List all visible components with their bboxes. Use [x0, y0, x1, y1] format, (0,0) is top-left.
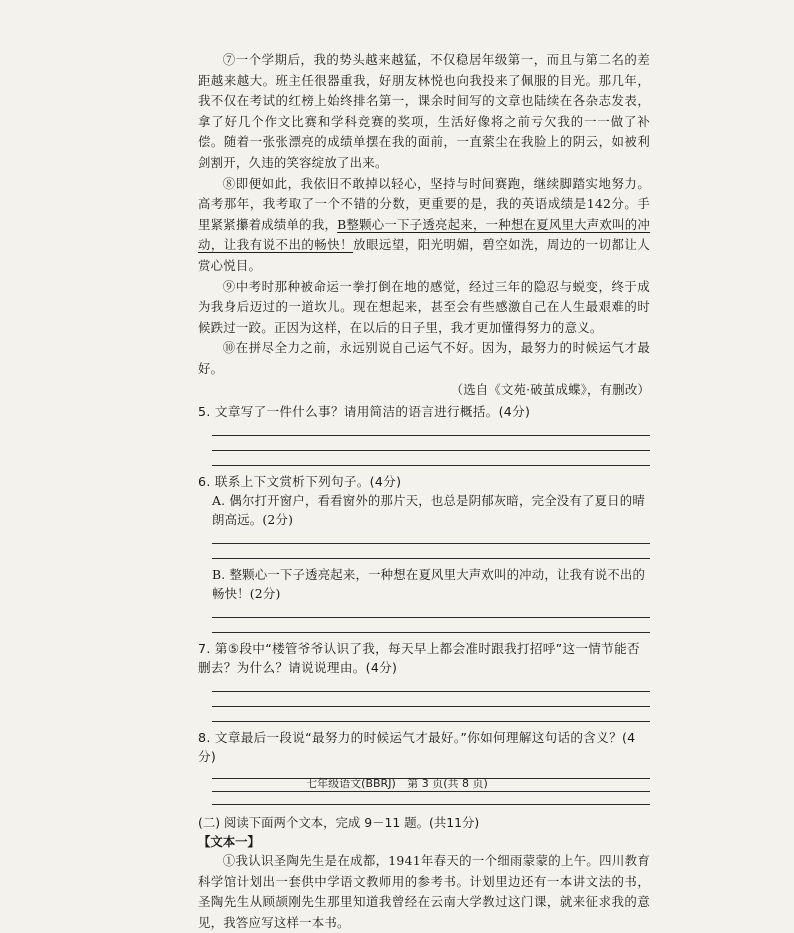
passage-paragraph-9: ⑨中考时那种被命运一拳打倒在地的感觉，经过三年的隐忍与蜕变，终于成为我身后迈过的一道坎儿。现在想起来，甚至会有些感激自己在人生最艰难的时候跌过一跤。正因为这样，在以后的日子里，我才更加懂得努力的意义。 — [198, 278, 650, 335]
passage-paragraph-8 — [198, 174, 650, 277]
answer-line[interactable] — [212, 632, 650, 633]
page-footer — [0, 775, 794, 791]
passage-source: （选自《文苑·破茧成蝶》，有删改） — [450, 381, 650, 397]
answer-line[interactable] — [212, 804, 650, 805]
answer-line[interactable] — [212, 617, 650, 618]
passage-paragraph-10: ⑩在拼尽全力之前，永远别说自己运气不好。因为，最努力的时候运气才最好。 — [198, 340, 650, 376]
answer-line[interactable] — [212, 543, 650, 544]
question-6-b: B. 整颗心一下子透亮起来，一种想在夏风里大声欢叫的冲动，让我有说不出的畅快！(2分) — [212, 567, 646, 602]
answer-lines-q5 — [198, 435, 650, 466]
text-one-label: 【文本一】 — [198, 834, 260, 850]
answer-line[interactable] — [212, 450, 650, 451]
answer-line[interactable] — [212, 435, 650, 436]
section-2-heading: (二) 阅读下面两个文本，完成 9－11 题。(共11分) — [198, 815, 480, 831]
answer-line[interactable] — [212, 721, 650, 722]
answer-line[interactable] — [212, 558, 650, 559]
question-6: 6. 联系上下文赏析下列句子。(4分) — [198, 474, 402, 490]
answer-lines-q6a — [198, 543, 650, 559]
question-6-a: A. 偶尔打开窗户，看看窗外的那片天，也总是阴郁灰暗，完全没有了夏日的晴朗高远。(2分) — [212, 493, 645, 528]
underlined-sentence-b: B整颗心一下子透亮起来，一种想在夏风里大声欢叫的冲动，让我有说不出的畅快！ — [198, 216, 651, 253]
answer-line[interactable] — [212, 465, 650, 466]
paragraph-8-start: ⑧即便如此，我依旧不敢掉以轻心，坚持与时间赛跑，继续脚踏实地努力。高考那年，我考取了一个不错的分数，更重要的是，我的英语成绩是142分。手里紧紧攥着成绩单的我， — [198, 175, 650, 232]
footer-subject: 七年级语文(BBRJ) — [306, 777, 396, 790]
answer-line[interactable] — [212, 706, 650, 707]
passage-paragraph-7: ⑦一个学期后，我的势头越来越猛，不仅稳居年级第一，而且与第二名的差距越来越大。班主任很器重我，好朋友林悦也向我投来了佩服的目光。那几年，我不仅在考试的红榜上始终排名第一，课余时间写的文章也陆续在各杂志发表，拿了好几个作文比赛和学科竞赛的奖项，生活好像将之前亏欠我的一一做了补偿。随着一张张漂亮的成绩单摆在我的面前，一直萦尘在我脸上的阴云，如被利剑割开，久违的笑容绽放了出来。 — [198, 52, 650, 170]
text-one-paragraph-1: ①我认识圣陶先生是在成都，1941年春天的一个细雨蒙蒙的上午。四川教育科学馆计划出一套供中学语文教师用的参考书。计划里边还有一本讲文法的书，圣陶先生从顾颉刚先生那里知道我曾经在云南大学教过这门课，就来征求我的意见，我答应写这样一本书。 — [198, 853, 650, 930]
question-5: 5. 文章写了一件什么事？请用简洁的语言进行概括。(4分) — [198, 404, 531, 420]
content-column — [198, 50, 650, 933]
question-7: 7. 第⑤段中“楼管爷爷认识了我，每天早上都会准时跟我打招呼”这一情节能否删去？为什么？请说说理由。(4分) — [198, 641, 640, 676]
answer-lines-q6b — [198, 617, 650, 633]
answer-lines-q7 — [198, 691, 650, 722]
footer-page-number: 第 3 页(共 8 页) — [407, 777, 488, 790]
question-8: 8. 文章最后一段说“最努力的时候运气才最好。”你如何理解这句话的含义？(4分) — [198, 730, 636, 765]
answer-line[interactable] — [212, 691, 650, 692]
paragraph-8-end: 放眼远望，阳光明媚，碧空如洗，周边的一切都让人赏心悦目。 — [198, 237, 651, 273]
answer-line[interactable] — [212, 791, 650, 792]
